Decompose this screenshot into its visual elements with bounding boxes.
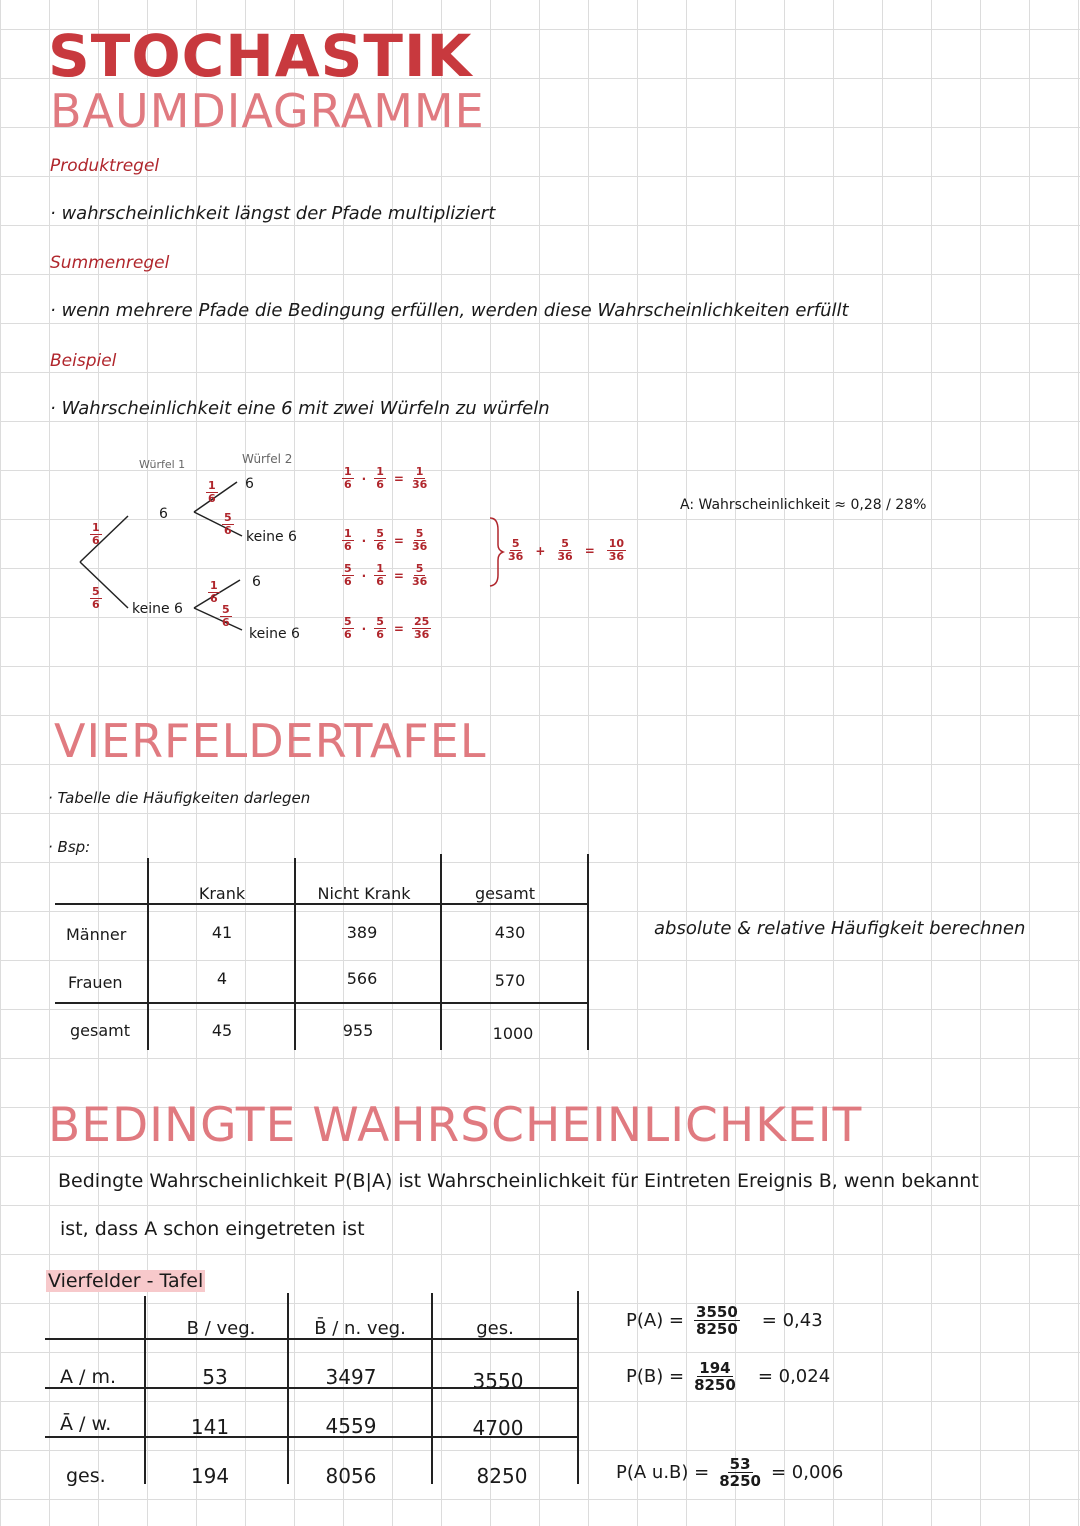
table-cell: 3550 — [472, 1369, 524, 1393]
node-keine6: keine 6 — [132, 601, 183, 617]
table-cell: 141 — [190, 1415, 230, 1439]
sum-equation: $\frac{5}{36}$ + $\frac{5}{36}$ = $\frac{10}{36}$ — [508, 537, 625, 563]
leaf-2: keine 6 — [246, 529, 297, 545]
col-header: Nicht Krank — [317, 884, 411, 903]
prob-6-keine6: $\frac{5}{6}$ — [224, 511, 232, 537]
produktregel-heading: Produktregel — [50, 156, 160, 176]
path-product-3: $\frac{5}{6}$ · $\frac{1}{6}$ = $\frac{5}{36}$ — [344, 562, 428, 588]
table-cell: 389 — [346, 923, 378, 942]
formula-pab: P(A u.B) = $\frac{53}{8250}$ = 0,006 — [616, 1455, 844, 1490]
table-cell: 53 — [202, 1365, 228, 1389]
prob-6-6: $\frac{1}{6}$ — [208, 479, 216, 505]
table-cell: 4559 — [325, 1414, 377, 1438]
bedingte-text-1: Bedingte Wahrscheinlichkeit P(B|A) ist Wahrscheinlichkeit für Eintreten Ereignis B, wenn bekannt — [58, 1170, 979, 1192]
col-header: ges. — [476, 1318, 514, 1339]
produktregel-text: · wahrscheinlichkeit längst der Pfade multipliziert — [50, 203, 496, 224]
branch-root-keine6 — [80, 562, 128, 608]
path-product-1: $\frac{1}{6}$ · $\frac{1}{6}$ = $\frac{1}{36}$ — [344, 465, 428, 491]
label-wuerfel1: Würfel 1 — [139, 458, 186, 471]
row-label: Frauen — [68, 973, 123, 992]
table-cell: 4 — [216, 969, 228, 988]
table-cell: 570 — [494, 971, 526, 990]
col-header: B̄ / n. veg. — [314, 1318, 406, 1339]
row-label: Ā / w. — [60, 1413, 112, 1435]
formula-pa: P(A) = $\frac{3550}{8250}$ = 0,43 — [626, 1303, 823, 1338]
summenregel-text: · wenn mehrere Pfade die Bedingung erfüllen, werden diese Wahrscheinlichkeiten erfüllt — [50, 300, 849, 321]
page-subtitle: BAUMDIAGRAMME — [50, 84, 485, 138]
path-product-4: $\frac{5}{6}$ · $\frac{5}{6}$ = $\frac{25}{36}$ — [344, 615, 430, 641]
vierfelder-tafel-label: Vierfelder - Tafel — [48, 1270, 204, 1292]
table-note: absolute & relative Häufigkeit berechnen — [654, 918, 1026, 939]
bedingte-text-2: ist, dass A schon eingetreten ist — [60, 1218, 365, 1240]
prob-root-6: $\frac{1}{6}$ — [92, 521, 100, 547]
path-product-2: $\frac{1}{6}$ · $\frac{5}{6}$ = $\frac{5}{36}$ — [344, 527, 428, 553]
col-header: Krank — [198, 884, 246, 903]
branch-6-keine6 — [194, 512, 242, 536]
vierfeldertafel-heading: VIERFELDERTAFEL — [54, 714, 487, 768]
table-cell: 955 — [342, 1021, 374, 1040]
vierfeldertafel-text: · Tabelle die Häufigkeiten darlegen — [48, 789, 311, 807]
table-cell: 3497 — [325, 1365, 377, 1389]
node-6: 6 — [159, 506, 168, 522]
branch-root-6 — [80, 516, 128, 562]
table-cell: 8250 — [476, 1464, 528, 1488]
page-title: STOCHASTIK — [48, 22, 473, 90]
row-label: gesamt — [70, 1021, 130, 1040]
table-cell: 41 — [211, 923, 233, 942]
prob-root-keine6: $\frac{5}{6}$ — [92, 585, 100, 611]
prob-k6-6: $\frac{1}{6}$ — [210, 579, 218, 605]
leaf-1: 6 — [245, 476, 254, 492]
leaf-3: 6 — [252, 574, 261, 590]
table-cell: 430 — [494, 923, 526, 942]
formula-pb: P(B) = $\frac{194}{8250}$ = 0,024 — [626, 1359, 831, 1394]
tree-diagram-lines — [0, 0, 1080, 700]
bedingte-heading: BEDINGTE WAHRSCHEINLICHKEIT — [48, 1098, 863, 1153]
row-label: Männer — [66, 925, 127, 944]
beispiel-heading: Beispiel — [50, 351, 117, 371]
brace-sum — [490, 518, 503, 586]
col-header: gesamt — [475, 884, 535, 903]
table-cell: 194 — [190, 1464, 230, 1488]
prob-k6-keine6: $\frac{5}{6}$ — [222, 603, 230, 629]
col-header: B / veg. — [186, 1318, 256, 1339]
branch-k6-keine6 — [194, 608, 242, 630]
table-cell: 8056 — [325, 1464, 377, 1488]
table-cell: 1000 — [492, 1024, 534, 1043]
label-wuerfel2: Würfel 2 — [242, 452, 293, 466]
table-cell: 566 — [346, 969, 378, 988]
bsp-label: · Bsp: — [48, 838, 91, 856]
row-label: ges. — [66, 1465, 106, 1487]
table-cell: 4700 — [472, 1416, 524, 1440]
beispiel-text: · Wahrscheinlichkeit eine 6 mit zwei Würfeln zu würfeln — [50, 398, 550, 419]
tree-answer: A: Wahrscheinlichkeit ≈ 0,28 / 28% — [680, 497, 927, 513]
leaf-4: keine 6 — [249, 626, 300, 642]
summenregel-heading: Summenregel — [50, 253, 170, 273]
row-label: A / m. — [60, 1366, 117, 1388]
table-cell: 45 — [211, 1021, 233, 1040]
